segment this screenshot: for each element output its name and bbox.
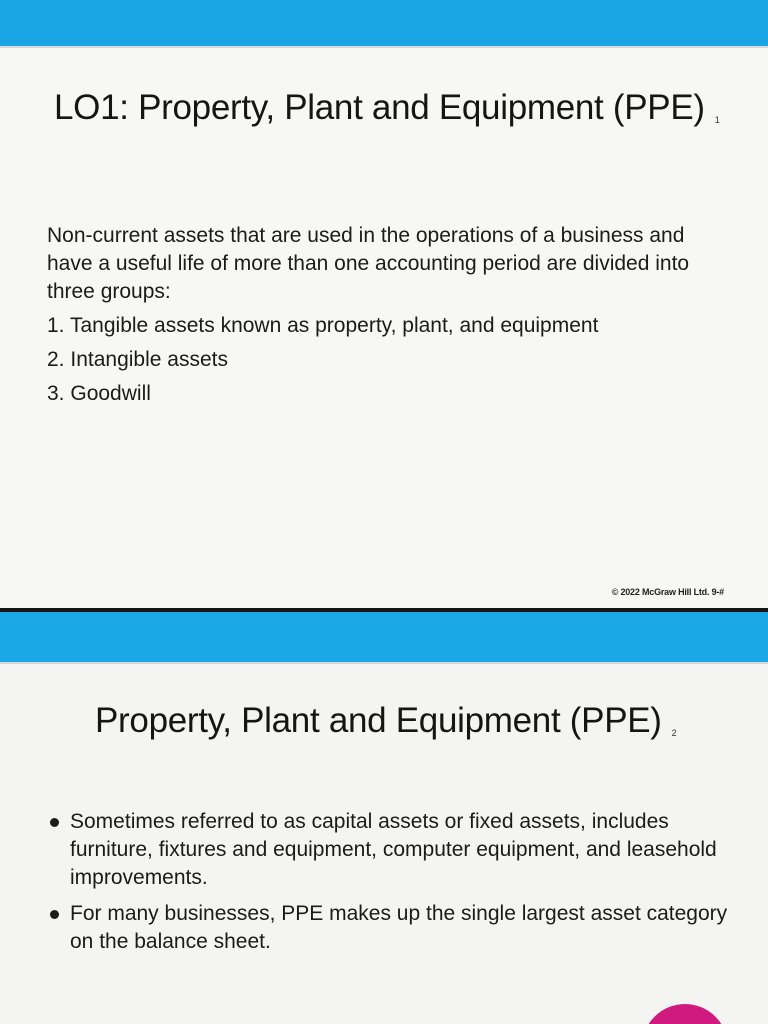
slide-2-header-band bbox=[0, 612, 768, 664]
bullet-item bbox=[48, 808, 728, 892]
slide-2-title-text: Property, Plant and Equipment (PPE) bbox=[95, 701, 662, 740]
slide-2-title bbox=[95, 701, 735, 741]
slide-1-intro: Non-current assets that are used in the operations of a business and have a useful life of more than one accounting period are divided into three groups: bbox=[47, 224, 690, 303]
bullet-dot-icon bbox=[50, 818, 59, 827]
slide-1-title bbox=[54, 88, 734, 128]
list-item-text: Intangible assets bbox=[70, 348, 228, 371]
slide-1-header-band bbox=[0, 0, 768, 48]
ppe-bullet-list bbox=[48, 808, 728, 964]
list-item bbox=[47, 380, 707, 408]
list-item-number: 2. bbox=[47, 348, 65, 371]
list-item bbox=[47, 312, 707, 340]
bullet-item bbox=[48, 900, 728, 956]
slide-1-body bbox=[47, 222, 707, 414]
bullet-text: Sometimes referred to as capital assets or fixed assets, includes furniture, fixtures and equipment, computer equipment, and leasehold improvements. bbox=[70, 810, 717, 889]
list-item-text: Tangible assets known as property, plant, and equipment bbox=[69, 314, 599, 337]
slide-1-title-text: LO1: Property, Plant and Equipment (PPE) bbox=[54, 88, 705, 127]
list-item bbox=[47, 346, 707, 374]
decorative-pink-circle bbox=[642, 1004, 728, 1024]
list-item-text: Goodwill bbox=[70, 382, 151, 405]
copyright-notice: © 2022 McGraw Hill Ltd. 9-# bbox=[611, 587, 724, 597]
slide-1-number: 1 bbox=[714, 115, 720, 125]
bullet-dot-icon bbox=[50, 910, 59, 919]
list-item-number: 1. bbox=[47, 314, 65, 337]
slide-2 bbox=[0, 612, 768, 1024]
list-item-number: 3. bbox=[47, 382, 65, 405]
asset-groups-list bbox=[47, 312, 707, 408]
bullet-text: For many businesses, PPE makes up the single largest asset category on the balance sheet. bbox=[70, 902, 728, 953]
slide-2-number: 2 bbox=[671, 728, 677, 738]
